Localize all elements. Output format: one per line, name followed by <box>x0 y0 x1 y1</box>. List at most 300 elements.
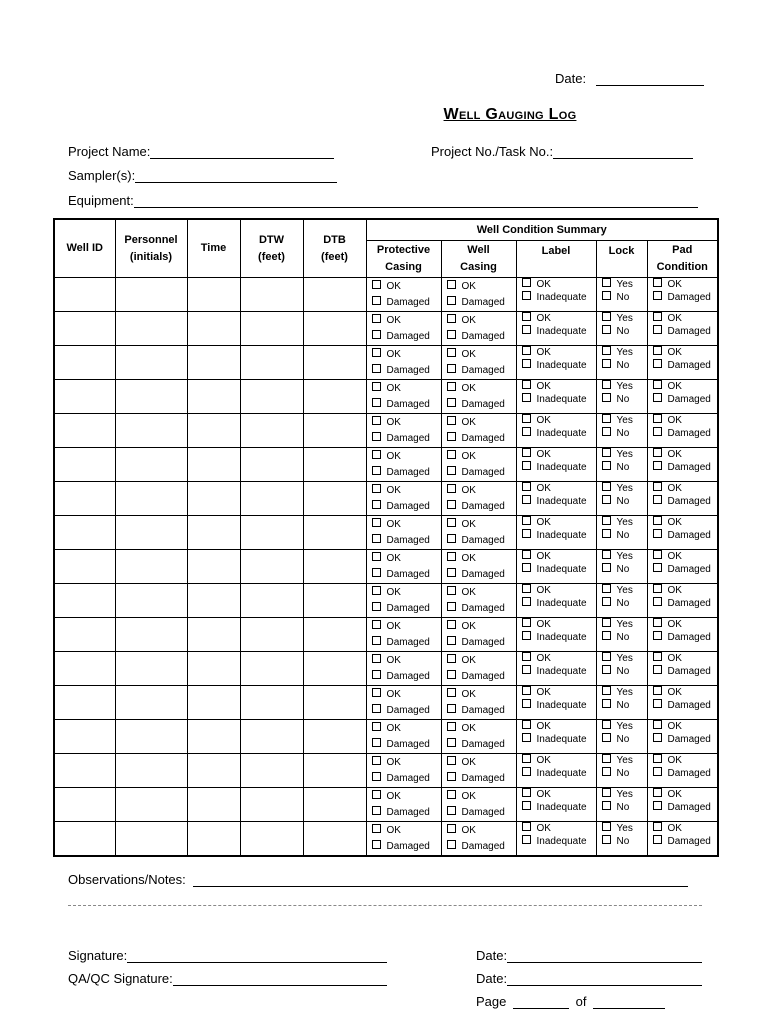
inadequate-option[interactable] <box>517 393 596 406</box>
checkbox-icon[interactable] <box>447 790 456 799</box>
no-option[interactable] <box>597 699 647 712</box>
signature-date-line[interactable] <box>507 962 702 963</box>
yes-option[interactable] <box>597 414 647 427</box>
checkbox-icon[interactable] <box>372 654 381 663</box>
samplers-field[interactable] <box>68 168 337 183</box>
ok-option[interactable] <box>517 822 596 835</box>
ok-option[interactable] <box>648 482 718 495</box>
checkbox-icon[interactable] <box>372 330 381 339</box>
checkbox-icon[interactable] <box>447 840 456 849</box>
date-field[interactable] <box>555 71 704 86</box>
checkbox-icon[interactable] <box>653 822 662 831</box>
checkbox-icon[interactable] <box>372 756 381 765</box>
well-id-cell[interactable] <box>54 686 115 720</box>
checkbox-icon[interactable] <box>653 767 662 776</box>
personnel-cell[interactable] <box>115 414 187 448</box>
checkbox-icon[interactable] <box>602 788 611 797</box>
checkbox-icon[interactable] <box>372 806 381 815</box>
dtb-cell[interactable] <box>303 754 366 788</box>
checkbox-icon[interactable] <box>602 720 611 729</box>
ok-option[interactable] <box>367 449 441 465</box>
checkbox-icon[interactable] <box>602 291 611 300</box>
yes-option[interactable] <box>597 788 647 801</box>
damaged-option[interactable] <box>648 699 718 712</box>
damaged-option[interactable] <box>367 431 441 447</box>
checkbox-icon[interactable] <box>522 686 531 695</box>
ok-option[interactable] <box>648 278 718 291</box>
samplers-line[interactable] <box>135 182 337 183</box>
checkbox-icon[interactable] <box>653 835 662 844</box>
checkbox-icon[interactable] <box>602 529 611 538</box>
checkbox-icon[interactable] <box>372 432 381 441</box>
time-cell[interactable] <box>187 278 240 312</box>
time-cell[interactable] <box>187 482 240 516</box>
ok-option[interactable] <box>517 516 596 529</box>
damaged-option[interactable] <box>442 737 516 753</box>
checkbox-icon[interactable] <box>653 427 662 436</box>
damaged-option[interactable] <box>367 295 441 311</box>
damaged-option[interactable] <box>442 499 516 515</box>
checkbox-icon[interactable] <box>372 416 381 425</box>
inadequate-option[interactable] <box>517 495 596 508</box>
checkbox-icon[interactable] <box>653 550 662 559</box>
checkbox-icon[interactable] <box>522 733 531 742</box>
qaqc-date-line[interactable] <box>507 985 702 986</box>
damaged-option[interactable] <box>367 329 441 345</box>
project-name-field[interactable] <box>68 144 334 159</box>
observations-field[interactable] <box>68 872 688 887</box>
well-id-cell[interactable] <box>54 482 115 516</box>
checkbox-icon[interactable] <box>447 330 456 339</box>
dtb-cell[interactable] <box>303 312 366 346</box>
dtb-cell[interactable] <box>303 380 366 414</box>
checkbox-icon[interactable] <box>447 466 456 475</box>
checkbox-icon[interactable] <box>653 563 662 572</box>
ok-option[interactable] <box>367 313 441 329</box>
dtw-cell[interactable] <box>240 652 303 686</box>
dtw-cell[interactable] <box>240 584 303 618</box>
yes-option[interactable] <box>597 686 647 699</box>
ok-option[interactable] <box>367 551 441 567</box>
ok-option[interactable] <box>648 822 718 835</box>
date-line[interactable] <box>596 85 704 86</box>
damaged-option[interactable] <box>442 363 516 379</box>
ok-option[interactable] <box>442 381 516 397</box>
well-id-cell[interactable] <box>54 652 115 686</box>
no-option[interactable] <box>597 767 647 780</box>
personnel-cell[interactable] <box>115 754 187 788</box>
dtb-cell[interactable] <box>303 652 366 686</box>
checkbox-icon[interactable] <box>522 550 531 559</box>
checkbox-icon[interactable] <box>447 568 456 577</box>
dtb-cell[interactable] <box>303 686 366 720</box>
dtw-cell[interactable] <box>240 550 303 584</box>
ok-option[interactable] <box>442 449 516 465</box>
damaged-option[interactable] <box>367 567 441 583</box>
ok-option[interactable] <box>517 618 596 631</box>
damaged-option[interactable] <box>648 631 718 644</box>
checkbox-icon[interactable] <box>522 359 531 368</box>
checkbox-icon[interactable] <box>372 280 381 289</box>
checkbox-icon[interactable] <box>522 754 531 763</box>
yes-option[interactable] <box>597 448 647 461</box>
well-id-cell[interactable] <box>54 788 115 822</box>
damaged-option[interactable] <box>442 601 516 617</box>
ok-option[interactable] <box>442 619 516 635</box>
checkbox-icon[interactable] <box>372 704 381 713</box>
yes-option[interactable] <box>597 754 647 767</box>
damaged-option[interactable] <box>367 499 441 515</box>
checkbox-icon[interactable] <box>653 597 662 606</box>
dtb-cell[interactable] <box>303 482 366 516</box>
dtw-cell[interactable] <box>240 788 303 822</box>
damaged-option[interactable] <box>367 601 441 617</box>
inadequate-option[interactable] <box>517 597 596 610</box>
checkbox-icon[interactable] <box>447 806 456 815</box>
checkbox-icon[interactable] <box>447 688 456 697</box>
damaged-option[interactable] <box>648 801 718 814</box>
ok-option[interactable] <box>442 721 516 737</box>
damaged-option[interactable] <box>648 597 718 610</box>
ok-option[interactable] <box>367 517 441 533</box>
checkbox-icon[interactable] <box>653 699 662 708</box>
checkbox-icon[interactable] <box>522 393 531 402</box>
notes-dashed-line[interactable] <box>68 905 702 906</box>
checkbox-icon[interactable] <box>372 568 381 577</box>
personnel-cell[interactable] <box>115 822 187 857</box>
well-id-cell[interactable] <box>54 584 115 618</box>
damaged-option[interactable] <box>367 363 441 379</box>
checkbox-icon[interactable] <box>602 652 611 661</box>
inadequate-option[interactable] <box>517 801 596 814</box>
well-id-cell[interactable] <box>54 448 115 482</box>
yes-option[interactable] <box>597 278 647 291</box>
checkbox-icon[interactable] <box>522 665 531 674</box>
inadequate-option[interactable] <box>517 563 596 576</box>
checkbox-icon[interactable] <box>653 720 662 729</box>
ok-option[interactable] <box>517 584 596 597</box>
checkbox-icon[interactable] <box>522 516 531 525</box>
ok-option[interactable] <box>517 448 596 461</box>
yes-option[interactable] <box>597 720 647 733</box>
checkbox-icon[interactable] <box>602 325 611 334</box>
ok-option[interactable] <box>648 686 718 699</box>
checkbox-icon[interactable] <box>447 602 456 611</box>
ok-option[interactable] <box>442 585 516 601</box>
checkbox-icon[interactable] <box>522 312 531 321</box>
checkbox-icon[interactable] <box>522 448 531 457</box>
checkbox-icon[interactable] <box>653 278 662 287</box>
checkbox-icon[interactable] <box>372 586 381 595</box>
no-option[interactable] <box>597 733 647 746</box>
checkbox-icon[interactable] <box>522 291 531 300</box>
checkbox-icon[interactable] <box>602 767 611 776</box>
ok-option[interactable] <box>367 279 441 295</box>
damaged-option[interactable] <box>442 431 516 447</box>
ok-option[interactable] <box>442 279 516 295</box>
time-cell[interactable] <box>187 652 240 686</box>
checkbox-icon[interactable] <box>522 482 531 491</box>
personnel-cell[interactable] <box>115 584 187 618</box>
checkbox-icon[interactable] <box>372 348 381 357</box>
checkbox-icon[interactable] <box>602 448 611 457</box>
checkbox-icon[interactable] <box>372 790 381 799</box>
damaged-option[interactable] <box>648 767 718 780</box>
damaged-option[interactable] <box>442 465 516 481</box>
checkbox-icon[interactable] <box>522 801 531 810</box>
checkbox-icon[interactable] <box>447 722 456 731</box>
checkbox-icon[interactable] <box>372 364 381 373</box>
equipment-field[interactable] <box>68 193 698 208</box>
ok-option[interactable] <box>517 312 596 325</box>
inadequate-option[interactable] <box>517 359 596 372</box>
damaged-option[interactable] <box>648 325 718 338</box>
checkbox-icon[interactable] <box>447 756 456 765</box>
yes-option[interactable] <box>597 618 647 631</box>
checkbox-icon[interactable] <box>653 495 662 504</box>
checkbox-icon[interactable] <box>372 552 381 561</box>
inadequate-option[interactable] <box>517 529 596 542</box>
checkbox-icon[interactable] <box>447 382 456 391</box>
dtb-cell[interactable] <box>303 550 366 584</box>
ok-option[interactable] <box>517 278 596 291</box>
damaged-option[interactable] <box>442 329 516 345</box>
inadequate-option[interactable] <box>517 665 596 678</box>
damaged-option[interactable] <box>367 465 441 481</box>
personnel-cell[interactable] <box>115 312 187 346</box>
damaged-option[interactable] <box>367 669 441 685</box>
personnel-cell[interactable] <box>115 380 187 414</box>
personnel-cell[interactable] <box>115 652 187 686</box>
ok-option[interactable] <box>367 619 441 635</box>
checkbox-icon[interactable] <box>522 597 531 606</box>
time-cell[interactable] <box>187 516 240 550</box>
ok-option[interactable] <box>442 313 516 329</box>
inadequate-option[interactable] <box>517 699 596 712</box>
personnel-cell[interactable] <box>115 448 187 482</box>
ok-option[interactable] <box>367 381 441 397</box>
damaged-option[interactable] <box>367 397 441 413</box>
personnel-cell[interactable] <box>115 686 187 720</box>
page-number-line[interactable] <box>513 1008 569 1009</box>
ok-option[interactable] <box>648 312 718 325</box>
yes-option[interactable] <box>597 550 647 563</box>
dtb-cell[interactable] <box>303 448 366 482</box>
checkbox-icon[interactable] <box>602 495 611 504</box>
damaged-option[interactable] <box>442 533 516 549</box>
ok-option[interactable] <box>517 550 596 563</box>
dtw-cell[interactable] <box>240 414 303 448</box>
inadequate-option[interactable] <box>517 631 596 644</box>
checkbox-icon[interactable] <box>653 584 662 593</box>
checkbox-icon[interactable] <box>447 500 456 509</box>
checkbox-icon[interactable] <box>522 380 531 389</box>
dtb-cell[interactable] <box>303 822 366 857</box>
checkbox-icon[interactable] <box>602 278 611 287</box>
project-name-line[interactable] <box>150 158 334 159</box>
damaged-option[interactable] <box>648 563 718 576</box>
checkbox-icon[interactable] <box>653 618 662 627</box>
checkbox-icon[interactable] <box>372 772 381 781</box>
time-cell[interactable] <box>187 788 240 822</box>
checkbox-icon[interactable] <box>653 516 662 525</box>
no-option[interactable] <box>597 461 647 474</box>
checkbox-icon[interactable] <box>653 461 662 470</box>
ok-option[interactable] <box>517 482 596 495</box>
ok-option[interactable] <box>442 687 516 703</box>
damaged-option[interactable] <box>648 733 718 746</box>
checkbox-icon[interactable] <box>372 466 381 475</box>
damaged-option[interactable] <box>648 495 718 508</box>
checkbox-icon[interactable] <box>602 380 611 389</box>
ok-option[interactable] <box>367 721 441 737</box>
damaged-option[interactable] <box>367 771 441 787</box>
checkbox-icon[interactable] <box>372 670 381 679</box>
damaged-option[interactable] <box>648 291 718 304</box>
checkbox-icon[interactable] <box>602 550 611 559</box>
well-id-cell[interactable] <box>54 380 115 414</box>
checkbox-icon[interactable] <box>653 529 662 538</box>
inadequate-option[interactable] <box>517 461 596 474</box>
time-cell[interactable] <box>187 380 240 414</box>
checkbox-icon[interactable] <box>653 788 662 797</box>
checkbox-icon[interactable] <box>522 631 531 640</box>
checkbox-icon[interactable] <box>653 359 662 368</box>
checkbox-icon[interactable] <box>447 636 456 645</box>
damaged-option[interactable] <box>648 835 718 848</box>
ok-option[interactable] <box>648 618 718 631</box>
checkbox-icon[interactable] <box>522 414 531 423</box>
ok-option[interactable] <box>367 585 441 601</box>
ok-option[interactable] <box>442 483 516 499</box>
checkbox-icon[interactable] <box>653 631 662 640</box>
checkbox-icon[interactable] <box>522 788 531 797</box>
checkbox-icon[interactable] <box>372 602 381 611</box>
yes-option[interactable] <box>597 652 647 665</box>
dtw-cell[interactable] <box>240 312 303 346</box>
inadequate-option[interactable] <box>517 733 596 746</box>
damaged-option[interactable] <box>367 533 441 549</box>
checkbox-icon[interactable] <box>602 346 611 355</box>
no-option[interactable] <box>597 597 647 610</box>
personnel-cell[interactable] <box>115 550 187 584</box>
checkbox-icon[interactable] <box>602 393 611 402</box>
dtb-cell[interactable] <box>303 788 366 822</box>
checkbox-icon[interactable] <box>372 382 381 391</box>
checkbox-icon[interactable] <box>653 291 662 300</box>
checkbox-icon[interactable] <box>522 584 531 593</box>
damaged-option[interactable] <box>367 737 441 753</box>
checkbox-icon[interactable] <box>447 586 456 595</box>
ok-option[interactable] <box>517 720 596 733</box>
personnel-cell[interactable] <box>115 788 187 822</box>
damaged-option[interactable] <box>648 461 718 474</box>
ok-option[interactable] <box>648 550 718 563</box>
ok-option[interactable] <box>367 755 441 771</box>
ok-option[interactable] <box>517 652 596 665</box>
checkbox-icon[interactable] <box>447 704 456 713</box>
dtb-cell[interactable] <box>303 720 366 754</box>
checkbox-icon[interactable] <box>447 450 456 459</box>
well-id-cell[interactable] <box>54 822 115 857</box>
checkbox-icon[interactable] <box>522 495 531 504</box>
inadequate-option[interactable] <box>517 427 596 440</box>
no-option[interactable] <box>597 665 647 678</box>
checkbox-icon[interactable] <box>447 416 456 425</box>
personnel-cell[interactable] <box>115 516 187 550</box>
ok-option[interactable] <box>517 346 596 359</box>
no-option[interactable] <box>597 631 647 644</box>
dtw-cell[interactable] <box>240 754 303 788</box>
damaged-option[interactable] <box>648 427 718 440</box>
checkbox-icon[interactable] <box>522 563 531 572</box>
time-cell[interactable] <box>187 822 240 857</box>
well-id-cell[interactable] <box>54 414 115 448</box>
checkbox-icon[interactable] <box>372 688 381 697</box>
checkbox-icon[interactable] <box>372 500 381 509</box>
ok-option[interactable] <box>442 347 516 363</box>
ok-option[interactable] <box>648 720 718 733</box>
damaged-option[interactable] <box>367 839 441 855</box>
time-cell[interactable] <box>187 720 240 754</box>
project-no-field[interactable] <box>431 144 693 159</box>
checkbox-icon[interactable] <box>522 822 531 831</box>
checkbox-icon[interactable] <box>602 618 611 627</box>
personnel-cell[interactable] <box>115 720 187 754</box>
well-id-cell[interactable] <box>54 720 115 754</box>
ok-option[interactable] <box>367 653 441 669</box>
checkbox-icon[interactable] <box>372 450 381 459</box>
inadequate-option[interactable] <box>517 767 596 780</box>
dtb-cell[interactable] <box>303 414 366 448</box>
checkbox-icon[interactable] <box>602 665 611 674</box>
personnel-cell[interactable] <box>115 346 187 380</box>
checkbox-icon[interactable] <box>522 652 531 661</box>
damaged-option[interactable] <box>442 703 516 719</box>
well-id-cell[interactable] <box>54 278 115 312</box>
yes-option[interactable] <box>597 312 647 325</box>
checkbox-icon[interactable] <box>653 754 662 763</box>
damaged-option[interactable] <box>442 669 516 685</box>
well-id-cell[interactable] <box>54 346 115 380</box>
ok-option[interactable] <box>442 653 516 669</box>
no-option[interactable] <box>597 393 647 406</box>
checkbox-icon[interactable] <box>447 398 456 407</box>
dtw-cell[interactable] <box>240 720 303 754</box>
checkbox-icon[interactable] <box>447 484 456 493</box>
time-cell[interactable] <box>187 686 240 720</box>
checkbox-icon[interactable] <box>447 280 456 289</box>
checkbox-icon[interactable] <box>602 631 611 640</box>
checkbox-icon[interactable] <box>653 733 662 742</box>
damaged-option[interactable] <box>367 805 441 821</box>
yes-option[interactable] <box>597 516 647 529</box>
dtw-cell[interactable] <box>240 278 303 312</box>
project-no-line[interactable] <box>553 158 693 159</box>
no-option[interactable] <box>597 563 647 576</box>
checkbox-icon[interactable] <box>522 767 531 776</box>
ok-option[interactable] <box>648 584 718 597</box>
checkbox-icon[interactable] <box>447 620 456 629</box>
yes-option[interactable] <box>597 584 647 597</box>
checkbox-icon[interactable] <box>372 824 381 833</box>
yes-option[interactable] <box>597 482 647 495</box>
no-option[interactable] <box>597 495 647 508</box>
time-cell[interactable] <box>187 346 240 380</box>
dtb-cell[interactable] <box>303 618 366 652</box>
checkbox-icon[interactable] <box>522 699 531 708</box>
checkbox-icon[interactable] <box>447 314 456 323</box>
